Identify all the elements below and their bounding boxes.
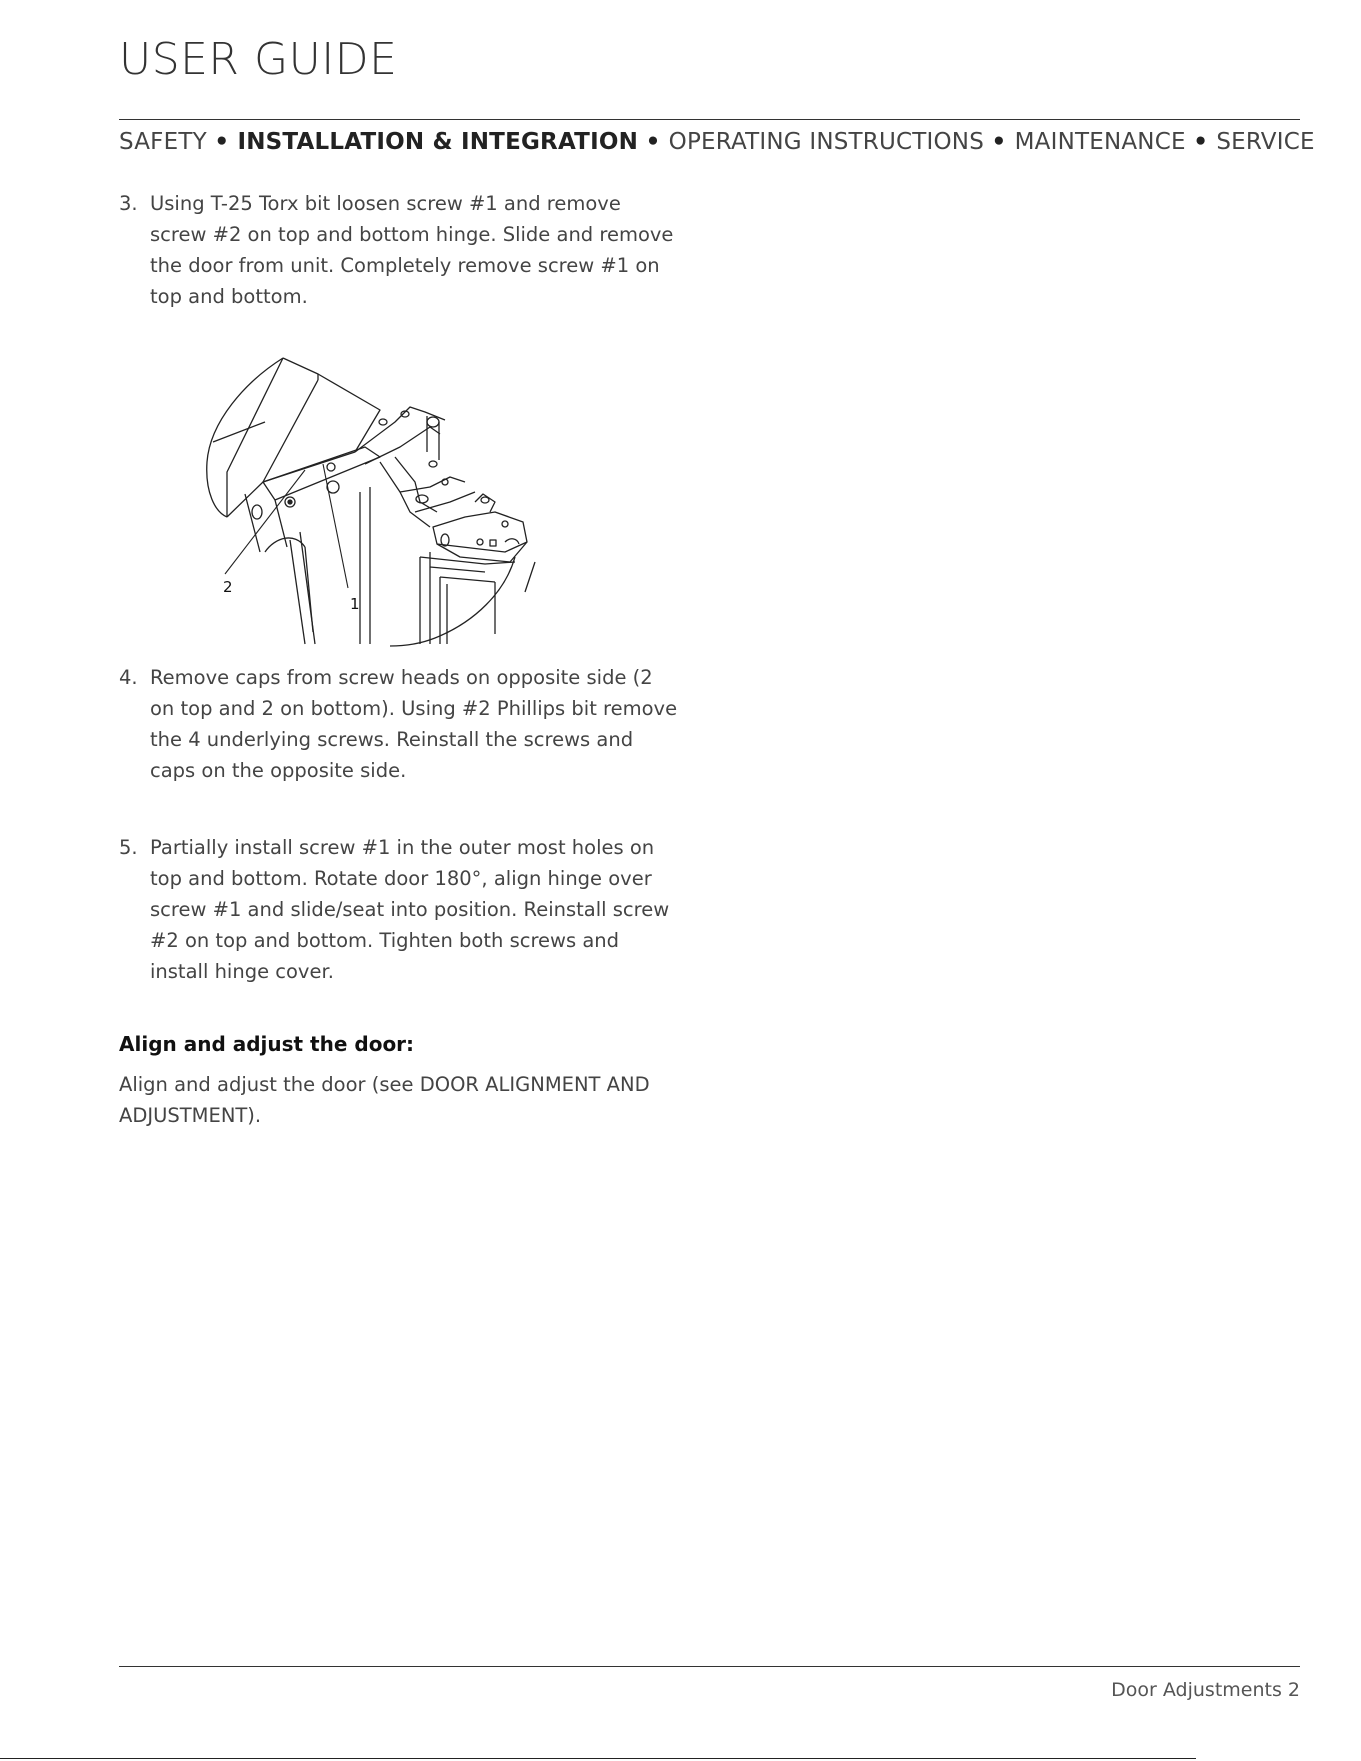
header-divider [119, 119, 1300, 120]
document-title: USER GUIDE [119, 34, 398, 85]
nav-item-operating-instructions: OPERATING INSTRUCTIONS [668, 129, 984, 155]
page-footer: Door Adjustments 2 [1111, 1679, 1300, 1701]
page-edge-line [0, 1758, 1196, 1759]
callout-2-label: 2 [223, 578, 233, 596]
nav-item-installation-integration: INSTALLATION & INTEGRATION [237, 129, 639, 155]
nav-item-safety: SAFETY [119, 129, 207, 155]
align-section-body: Align and adjust the door (see DOOR ALIGNMENT AND ADJUSTMENT). [119, 1073, 650, 1127]
nav-item-maintenance: MAINTENANCE [1014, 129, 1186, 155]
step-3 [119, 188, 679, 312]
step-text: Remove caps from screw heads on opposite side (2 on top and 2 on bottom). Using #2 Phillips bit remove the 4 underlying screws. Reinstall the screws and caps on the opposite side. [150, 666, 678, 782]
step-number: 4. [119, 666, 138, 689]
step-4 [119, 662, 679, 786]
nav-separator: • [645, 129, 669, 155]
step-number: 5. [119, 836, 138, 859]
step-5 [119, 832, 679, 987]
nav-separator: • [991, 129, 1015, 155]
align-section-heading: Align and adjust the door: [119, 1032, 415, 1056]
nav-item-service: SERVICE [1216, 129, 1315, 155]
step-text: Partially install screw #1 in the outer most holes on top and bottom. Rotate door 180°, align hinge over screw #1 and slide/seat into position. Reinstall screw #2 on top and bottom. Tighten both screws and install hinge cover. [150, 836, 670, 983]
footer-divider [119, 1666, 1300, 1667]
callout-1-label: 1 [350, 595, 360, 613]
section-nav [119, 129, 1315, 155]
nav-separator: • [1193, 129, 1217, 155]
nav-separator: • [214, 129, 238, 155]
hinge-diagram [205, 352, 590, 647]
step-text: Using T-25 Torx bit loosen screw #1 and remove screw #2 on top and bottom hinge. Slide and remove the door from unit. Completely remove screw #1 on top and bottom. [150, 192, 674, 308]
step-number: 3. [119, 192, 138, 215]
